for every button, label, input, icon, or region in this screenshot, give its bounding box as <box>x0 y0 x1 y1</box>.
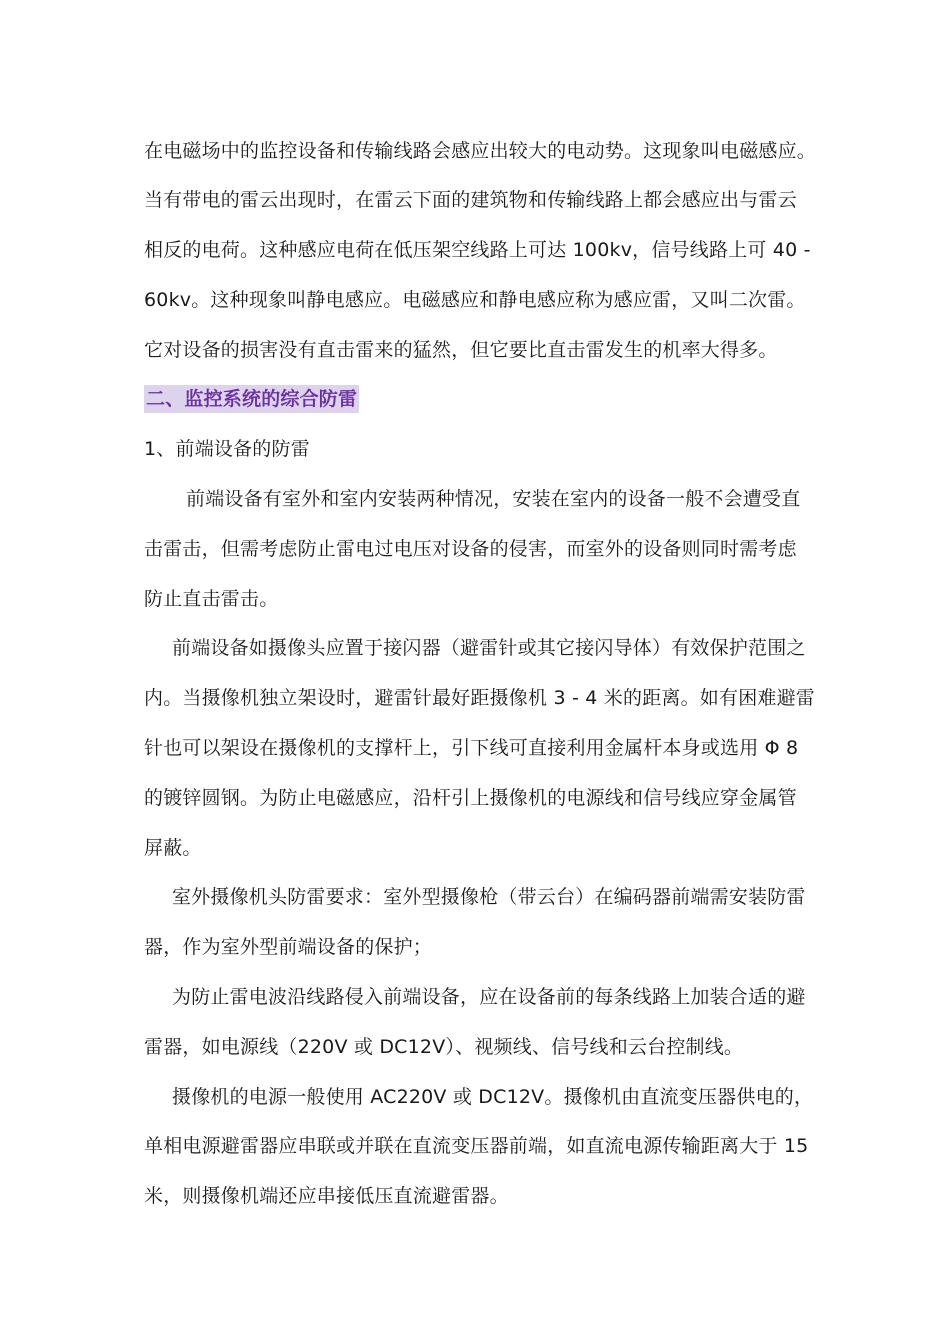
paragraph-2-line-1: 前端设备有室外和室内安装两种情况，安装在室内的设备一般不会遭受直 <box>186 488 801 510</box>
paragraph-1-line-2: 当有带电的雷云出现时，在雷云下面的建筑物和传输线路上都会感应出与雷云 <box>144 189 797 211</box>
section-heading: 二、监控系统的综合防雷 <box>144 385 359 413</box>
paragraph-3-line-5: 屏蔽。 <box>144 837 202 859</box>
paragraph-3-line-2: 内。当摄像机独立架设时，避雷针最好距摄像机 3 - 4 米的距离。如有困难避雷 <box>144 687 815 709</box>
section-heading-wrap <box>144 385 359 413</box>
paragraph-3-line-1: 前端设备如摄像头应置于接闪器（避雷针或其它接闪导体）有效保护范围之 <box>172 637 806 659</box>
paragraph-2-line-3: 防止直击雷击。 <box>144 588 279 610</box>
paragraph-1-line-1: 在电磁场中的监控设备和传输线路会感应出较大的电动势。这现象叫电磁感应。 <box>144 140 817 162</box>
paragraph-6-line-2: 单相电源避雷器应串联或并联在直流变压器前端，如直流电源传输距离大于 15 <box>144 1135 809 1157</box>
paragraph-3-line-4: 的镀锌圆钢。为防止电磁感应，沿杆引上摄像机的电源线和信号线应穿金属管 <box>144 787 797 809</box>
paragraph-5-line-1: 为防止雷电波沿线路侵入前端设备，应在设备前的每条线路上加装合适的避 <box>172 986 806 1008</box>
paragraph-3-line-3: 针也可以架设在摄像机的支撑杆上，引下线可直接利用金属杆本身或选用 Φ 8 <box>144 737 799 759</box>
paragraph-4-line-2: 器，作为室外型前端设备的保护； <box>144 936 433 958</box>
paragraph-4-line-1: 室外摄像机头防雷要求：室外型摄像枪（带云台）在编码器前端需安装防雷 <box>172 886 806 908</box>
paragraph-1-line-3: 相反的电荷。这种感应电荷在低压架空线路上可达 100kv，信号线路上可 40 - <box>144 239 811 261</box>
paragraph-6-line-1: 摄像机的电源一般使用 AC220V 或 DC12V。摄像机由直流变压器供电的， <box>172 1086 814 1108</box>
paragraph-6-line-3: 米，则摄像机端还应串接低压直流避雷器。 <box>144 1185 509 1207</box>
paragraph-2-line-2: 击雷击，但需考虑防止雷电过电压对设备的侵害，而室外的设备则同时需考虑 <box>144 538 797 560</box>
paragraph-1-line-4: 60kv。这种现象叫静电感应。电磁感应和静电感应称为感应雷，又叫二次雷。 <box>144 289 806 311</box>
paragraph-5-line-2: 雷器，如电源线（220V 或 DC12V）、视频线、信号线和云台控制线。 <box>144 1036 744 1058</box>
subheading: 1、前端设备的防雷 <box>144 438 310 460</box>
paragraph-1-line-5: 它对设备的损害没有直击雷来的猛然，但它要比直击雷发生的机率大得多。 <box>144 339 778 361</box>
